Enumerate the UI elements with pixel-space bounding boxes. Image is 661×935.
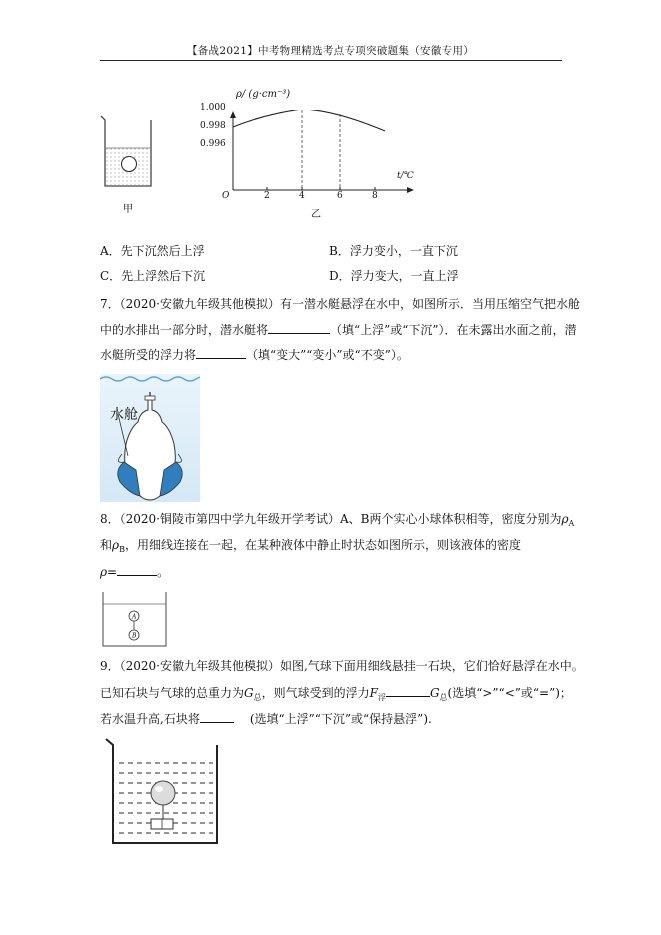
- density-graph-yi: [195, 110, 425, 220]
- q7-line-3-text-a: 水艇所受的浮力将: [100, 348, 197, 362]
- q9-blank-2[interactable]: [200, 710, 234, 723]
- q8-line-2-text-b: ，用细线连接在一起，在某种液体中静止时状态如图所示，则该液体的密度: [124, 538, 521, 552]
- q8-rho-b: ρ: [112, 538, 120, 552]
- q7-line-2-text-b: （填“上浮”或“下沉”）．在未露出水面之前，潜: [330, 323, 577, 337]
- q9-line-2-text-a: 已知石块与气球的总重力为: [100, 686, 245, 700]
- q9-sub-total-1: 总: [253, 693, 262, 702]
- q9-line-3-text-b: (选填“上浮”“下沉”或“保持悬浮”).: [249, 712, 432, 726]
- q9-sub-float: 浮: [377, 693, 386, 702]
- option-b: B．浮力变小，一直下沉: [329, 244, 458, 258]
- q9-line-2-text-b: ，则气球受到的浮力: [261, 686, 370, 700]
- q9-line-2: [100, 684, 572, 706]
- q7-line-3: [100, 346, 409, 363]
- q8-line-2-text-a: 和: [100, 538, 113, 552]
- ball-b-label: B: [132, 632, 137, 640]
- q8-line-1-text: 8．（2020·铜陵市第四中学九年级开学考试）A、B两个实心小球体积相等，密度分别为: [100, 512, 562, 526]
- submarine-figure: [100, 374, 200, 502]
- x-tick-8: 8: [372, 191, 378, 201]
- x-axis-label: t/℃: [397, 171, 414, 181]
- q9-line-3: [100, 710, 432, 727]
- q8-line-3-end: 。: [157, 565, 170, 579]
- q8-line-2: [100, 537, 521, 558]
- q7-line-1: 7．（2020·安徽九年级其他模拟）有一潜水艇悬浮在水中，如图所示．当用压缩空气把水舱: [100, 297, 580, 311]
- q9-g-1: G: [244, 686, 254, 700]
- q7-blank-2[interactable]: [196, 346, 246, 359]
- q7-blank-1[interactable]: [268, 321, 330, 334]
- q7-line-3-text-b: （填“变大”“变小”或“不变”）。: [246, 348, 409, 362]
- option-c: C．先上浮然后下沉: [100, 269, 206, 283]
- q9-line-2-text-c: (选填“>”“<”或“=”)；: [447, 686, 572, 700]
- figure-label-jia: 甲: [123, 204, 133, 215]
- q8-blank[interactable]: [117, 563, 157, 576]
- q8-line-1: [100, 511, 574, 532]
- q8-line-3: [100, 563, 169, 580]
- q9-sub-total-2: 总: [439, 693, 448, 702]
- q9-f: F: [369, 686, 378, 700]
- header-rule: [100, 60, 562, 61]
- y-tick-0996: 0.996: [200, 139, 226, 149]
- q7-line-2: [100, 321, 577, 338]
- q8-rho-eq: ρ=: [100, 565, 118, 579]
- q9-blank-1[interactable]: [386, 684, 430, 697]
- option-d: D．浮力变大，一直上浮: [329, 269, 459, 283]
- x-tick-6: 6: [337, 191, 343, 201]
- beaker-figure-jia: [98, 112, 168, 217]
- ball-a-label: A: [132, 613, 137, 621]
- y-tick-1000: 1.000: [200, 103, 226, 113]
- q9-line-1: 9．（2020·安徽九年级其他模拟）如图,气球下面用细线悬挂一石块，它们恰好悬浮在水中。: [100, 659, 584, 673]
- q8-rho-a: ρ: [561, 512, 569, 526]
- graph-origin: O: [222, 191, 230, 201]
- option-a: A．先下沉然后上浮: [100, 244, 205, 258]
- submarine-label: 水舱: [110, 407, 138, 423]
- two-balls-figure: [100, 590, 170, 648]
- balloon-stone-figure: [103, 735, 225, 847]
- y-tick-0998: 0.998: [200, 121, 226, 131]
- page-header: 【备战2021】中考物理精选考点专项突破题集（安徽专用）: [186, 45, 475, 57]
- q9-g-2: G: [429, 686, 440, 700]
- q9-line-3-text-a: 若水温升高,石块将: [100, 712, 200, 726]
- figure-label-yi: 乙: [311, 209, 321, 220]
- x-tick-4: 4: [299, 191, 305, 201]
- y-axis-label: ρ/ (g·cm⁻³): [236, 89, 291, 100]
- q8-sub-a: A: [568, 519, 575, 528]
- x-tick-2: 2: [264, 191, 270, 201]
- q7-line-2-text-a: 中的水排出一部分时，潜水艇将: [100, 323, 269, 337]
- q8-sub-b: B: [119, 545, 125, 554]
